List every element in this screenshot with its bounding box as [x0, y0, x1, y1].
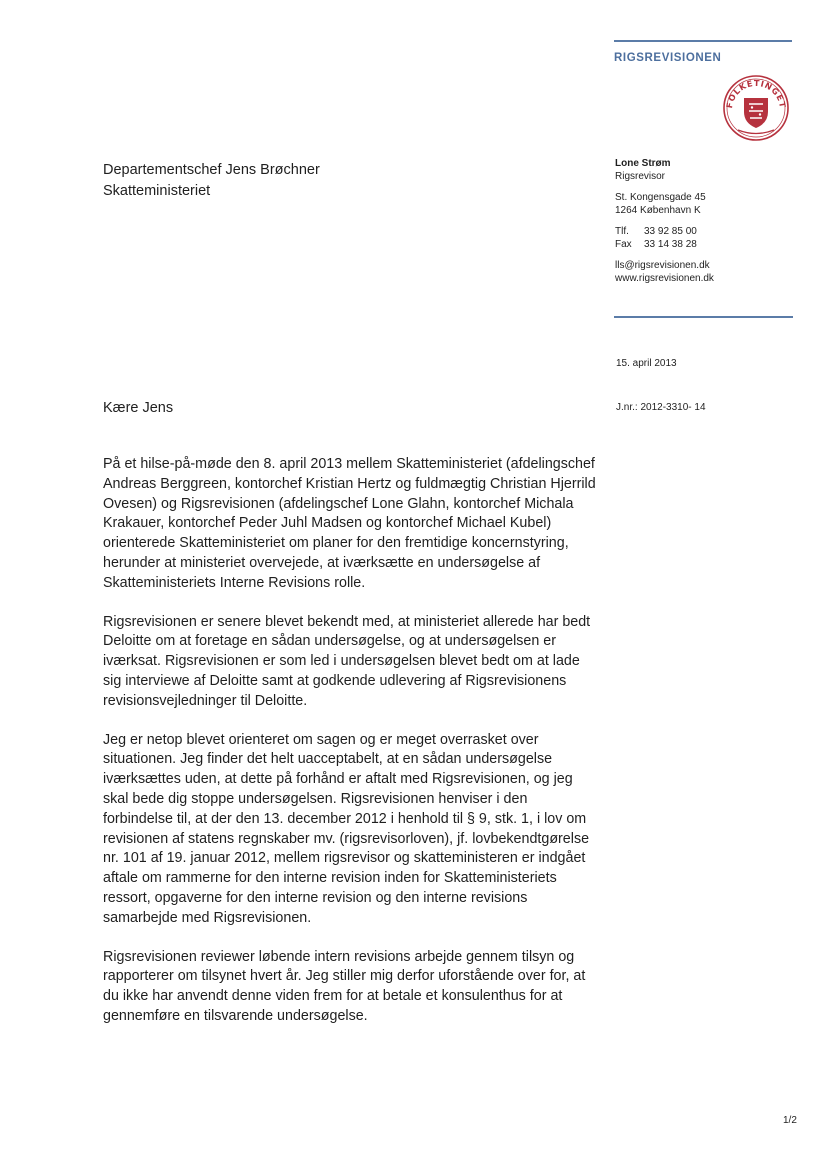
folketinget-seal-icon [722, 74, 790, 142]
sender-fax-row [615, 239, 714, 252]
sender-name: Lone Strøm [615, 158, 671, 169]
paragraph-3: Jeg er netop blevet orienteret om sagen og er meget overrasket over situationen. Jeg finder det helt uacceptabelt, at en sådan undersøgelse iværksættes uden, at dette på forhånd er aftalt med Rigsrevisionen, og jeg skal bede dig stoppe undersøgelsen. Rigsrevisionen henviser i den forbindelse til, at der den 13. december 2012 i henhold til § 9, stk. 1, i lov om revisionen af statens regnskaber mv. (rigsrevisorloven), jf. lovbekendtgørelse nr. 101 af 19. januar 2012, mellem rigsrevisor og skatteministeren er indgået aftale om rammerne for den interne revision inden for Skatteministeriets ressort, opgaverne for den interne revision og den interne revisions samarbejde med Rigsrevisionen. [103, 731, 590, 926]
sender-city: 1264 København K [615, 204, 701, 216]
header-rule-top [614, 40, 792, 42]
phone-number: 33 92 85 00 [644, 226, 697, 237]
letter-date: 15. april 2013 [616, 358, 677, 369]
fax-label: Fax [615, 238, 632, 250]
salutation: Kære Jens [103, 400, 174, 416]
recipient-name: Departementschef Jens Brøchner [103, 162, 320, 178]
sender-title: Rigsrevisor [615, 170, 666, 182]
sender-phone-row [615, 226, 714, 239]
paragraph-2: Rigsrevisionen er senere blevet bekendt med, at ministeriet allerede har bedt Deloitte om at foretage en sådan undersøgelse, og at undersøgelsen er iværksat. Rigsrevisionen er som led i undersøgelsen blevet bedt om at lade sig interviewe af Deloitte samt at godkende udlevering af Rigsrevisionens revisionsvejledninger til Deloitte. [103, 613, 591, 709]
page-number: 1/2 [783, 1115, 797, 1126]
sender-rule-bottom [614, 316, 793, 318]
journal-number: J.nr.: 2012-3310- 14 [616, 402, 706, 413]
sender-website: www.rigsrevisionen.dk [615, 272, 714, 284]
recipient-address [103, 160, 320, 202]
letter-body [103, 455, 598, 1046]
sender-email: lls@rigsrevisionen.dk [615, 260, 710, 271]
paragraph-1: På et hilse-på-møde den 8. april 2013 mellem Skatteministeriet (afdelingschef Andreas Berggreen, kontorchef Kristian Hertz og fuldmægtig Christian Hjerrild Ovesen) og Rigsrevisionen (afdelingschef Lone Glahn, kontorchef Michala Krakauer, kontorchef Peder Juhl Madsen og kontorchef Michael Kubel) orienterede Skatteministeriet om planer for den fremtidige koncernstyring, herunder at ministeriet overvejede, at iværksætte en undersøgelse af Skatteministeriets Interne Revisions rolle. [103, 456, 596, 591]
organization-name: RIGSREVISIONEN [614, 52, 722, 64]
sender-block [615, 158, 714, 294]
fax-number: 33 14 38 28 [644, 238, 697, 250]
paragraph-4: Rigsrevisionen reviewer løbende intern revisions arbejde gennem tilsyn og rapporterer om tilsynet hvert år. Jeg stiller mig derfor uforstående over for, at du ikke har anvendt denne viden frem for at betale et konsulenthus for at gennemføre en tilsvarende undersøgelse. [103, 948, 586, 1024]
phone-label: Tlf. [615, 226, 629, 237]
seal-text: FOLKETINGET [723, 77, 789, 109]
recipient-organization: Skatteministeriet [103, 183, 211, 199]
sender-street: St. Kongensgade 45 [615, 192, 706, 203]
